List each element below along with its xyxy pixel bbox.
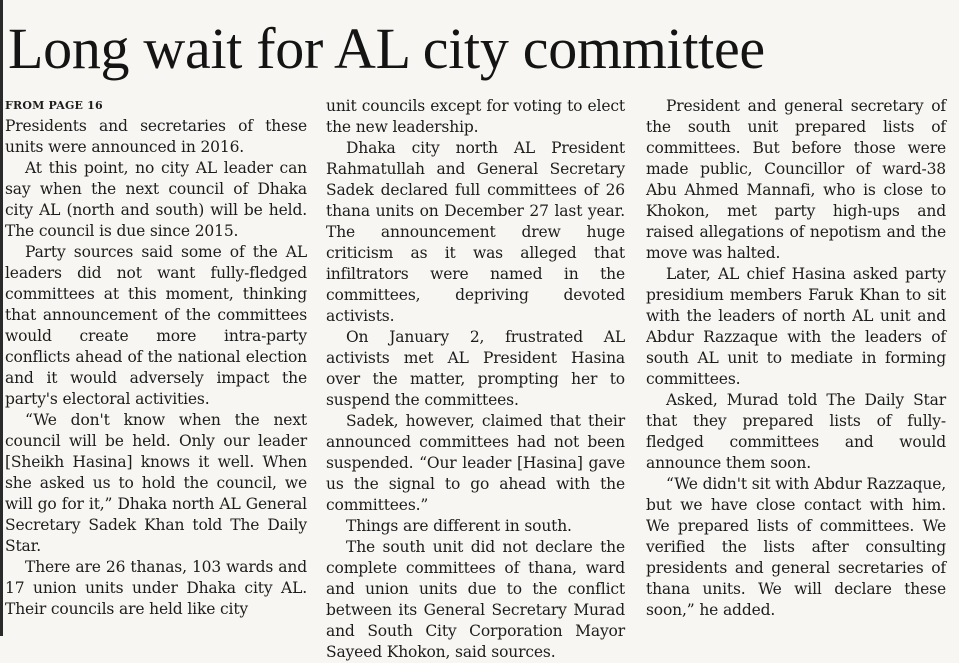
paragraph: unit councils except for voting to elect the new leadership.: [326, 97, 625, 136]
paragraph: “We don't know when the next council will be held. Only our leader [Sheikh Hasina] knows it well. When she asked us to hold the council, we will go for it,” Dhaka north AL General Secretary Sadek Khan told The Daily Star.: [5, 411, 307, 555]
paragraph: Presidents and secretaries of these units were announced in 2016.: [5, 117, 307, 156]
jump-label: FROM PAGE 16: [5, 99, 103, 112]
article-column-2: [326, 96, 625, 661]
article-column-3: [646, 96, 946, 636]
paragraph: Things are different in south.: [346, 517, 572, 535]
paragraph: Party sources said some of the AL leaders did not want fully-fledged committees at this moment, thinking that announcement of the committees would create more intra-party conflicts ahead of the national election and it would adversely impact the party's electoral activities.: [5, 243, 307, 408]
paragraph: Later, AL chief Hasina asked party presidium members Faruk Khan to sit with the leaders of north AL unit and Abdur Razzaque with the leaders of south AL unit to mediate in forming committees.: [646, 265, 946, 388]
paragraph: There are 26 thanas, 103 wards and 17 union units under Dhaka city AL. Their councils are held like city: [5, 558, 307, 618]
paragraph: On January 2, frustrated AL activists met AL President Hasina over the matter, prompting her to suspend the committees.: [326, 328, 625, 409]
paragraph: Asked, Murad told The Daily Star that they prepared lists of fully-fledged committees and would announce them soon.: [646, 391, 946, 472]
headline: Long wait for AL city committee: [8, 16, 765, 81]
paragraph: The south unit did not declare the complete committees of thana, ward and union units due to the conflict between its General Secretary Murad and South City Corporation Mayor Sayeed Khokon, said sources.: [326, 538, 625, 661]
paragraph: At this point, no city AL leader can say when the next council of Dhaka city AL (north and south) will be held. The council is due since 2015.: [5, 159, 307, 240]
paragraph: President and general secretary of the south unit prepared lists of committees. But before those were made public, Councillor of ward-38 Abu Ahmed Mannafi, who is close to Khokon, met party high-ups and raised allegations of nepotism and the move was halted.: [646, 97, 946, 262]
paragraph: Dhaka city north AL President Rahmatullah and General Secretary Sadek declared full committees of 26 thana units on December 27 last year. The announcement drew huge criticism as it was alleged that infiltrators were named in the committees, depriving devoted activists.: [326, 139, 625, 325]
paragraph: “We didn't sit with Abdur Razzaque, but we have close contact with him. We prepared lists of committees. We verified the lists after consulting presidents and general secretaries of thana units. We will declare these soon,” he added.: [646, 475, 946, 619]
column-clip-rule: [0, 0, 3, 636]
paragraph: Sadek, however, claimed that their announced committees had not been suspended. “Our leader [Hasina] gave us the signal to go ahead with the committees.”: [326, 412, 625, 514]
article-column-1: [5, 96, 307, 636]
